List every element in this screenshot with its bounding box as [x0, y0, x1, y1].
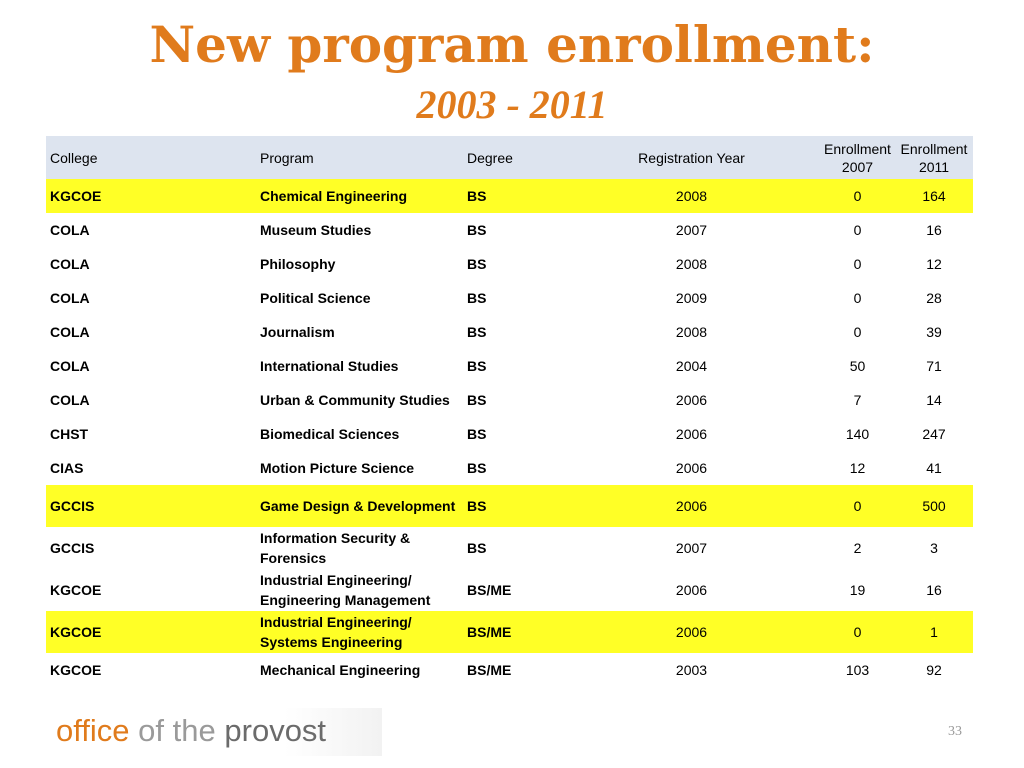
header-program: Program: [256, 136, 463, 179]
table-row: [46, 527, 973, 569]
logo-word-of: of: [138, 713, 165, 748]
cell-enrollment-2011: 92: [926, 662, 942, 678]
cell-degree: BS: [467, 392, 487, 408]
cell-program: Biomedical Sciences: [260, 426, 400, 442]
cell-enrollment-2007: 103: [845, 662, 870, 678]
cell-degree: BS: [467, 324, 487, 340]
enrollment-table: [46, 136, 973, 687]
slide-subtitle: 2003 - 2011: [416, 82, 608, 127]
cell-college: COLA: [50, 290, 90, 306]
cell-enrollment-2007: 0: [853, 324, 862, 340]
cell-college: KGCOE: [46, 611, 256, 653]
cell-college: CHST: [50, 426, 89, 442]
cell-registration-year: 2003: [675, 662, 708, 678]
cell-degree: BS/ME: [467, 662, 512, 678]
cell-degree: BS: [467, 256, 487, 272]
table-row: [46, 417, 973, 451]
cell-enrollment-2011: 16: [926, 582, 942, 598]
cell-registration-year: 2006: [675, 582, 708, 598]
cell-enrollment-2011: 3: [930, 540, 938, 556]
cell-college: KGCOE: [50, 662, 102, 678]
cell-enrollment-2011: 16: [926, 222, 942, 238]
cell-enrollment-2007: 50: [849, 358, 866, 374]
table-row: [46, 213, 973, 247]
logo-word-provost: provost: [224, 713, 327, 748]
table-row: [46, 247, 973, 281]
cell-registration-year: 2009: [675, 290, 708, 306]
cell-program: Museum Studies: [260, 222, 372, 238]
table-row: [46, 485, 973, 527]
cell-program: Industrial Engineering/ Engineering Management: [260, 572, 431, 608]
cell-program: Motion Picture Science: [260, 460, 415, 476]
cell-college: KGCOE: [50, 582, 102, 598]
cell-college: GCCIS: [50, 540, 95, 556]
cell-enrollment-2007: 0: [820, 611, 895, 653]
slide-title: New program enrollment:: [149, 15, 875, 74]
cell-degree: BS: [463, 485, 563, 527]
header-enrollment-2011: Enrollment 2011: [895, 136, 973, 179]
cell-registration-year: 2007: [675, 540, 708, 556]
cell-enrollment-2007: 19: [849, 582, 866, 598]
cell-enrollment-2011: 500: [895, 485, 973, 527]
cell-college: KGCOE: [46, 179, 256, 213]
cell-registration-year: 2006: [563, 611, 820, 653]
cell-college: COLA: [50, 358, 90, 374]
cell-enrollment-2007: 0: [853, 256, 862, 272]
page-number: 33: [948, 724, 962, 739]
cell-registration-year: 2006: [675, 426, 708, 442]
cell-enrollment-2011: 14: [926, 392, 942, 408]
cell-degree: BS: [467, 460, 487, 476]
cell-program: Industrial Engineering/ Systems Engineering: [256, 611, 463, 653]
table-row: [46, 349, 973, 383]
cell-college: COLA: [50, 392, 90, 408]
table-row: [46, 383, 973, 417]
cell-registration-year: 2007: [675, 222, 708, 238]
cell-enrollment-2007: 2: [853, 540, 862, 556]
cell-college: CIAS: [50, 460, 84, 476]
cell-enrollment-2007: 140: [845, 426, 870, 442]
cell-enrollment-2011: 28: [926, 290, 942, 306]
table-row: [46, 611, 973, 653]
cell-enrollment-2007: 0: [853, 290, 862, 306]
cell-enrollment-2011: 12: [926, 256, 942, 272]
table-row: [46, 569, 973, 611]
table-row: [46, 653, 973, 687]
cell-enrollment-2011: 1: [895, 611, 973, 653]
cell-program: Mechanical Engineering: [260, 662, 421, 678]
table-row: [46, 451, 973, 485]
cell-program: International Studies: [260, 358, 399, 374]
cell-degree: BS: [467, 290, 487, 306]
header-registration-year: Registration Year: [563, 136, 820, 179]
cell-registration-year: 2008: [675, 324, 708, 340]
cell-registration-year: 2008: [675, 256, 708, 272]
cell-degree: BS: [467, 222, 487, 238]
cell-program: Journalism: [260, 324, 335, 340]
cell-enrollment-2007: 0: [853, 222, 862, 238]
cell-enrollment-2011: 41: [926, 460, 942, 476]
table-header-row: [46, 136, 973, 179]
cell-program: Philosophy: [260, 256, 336, 272]
cell-program: Political Science: [260, 290, 371, 306]
cell-program: Information Security & Forensics: [260, 530, 411, 566]
logo-word-office: office: [56, 713, 130, 748]
cell-enrollment-2011: 71: [926, 358, 942, 374]
cell-program: Chemical Engineering: [256, 179, 463, 213]
cell-enrollment-2007: 7: [853, 392, 862, 408]
office-of-the-provost-logo: [56, 708, 382, 756]
cell-college: GCCIS: [46, 485, 256, 527]
cell-college: COLA: [50, 256, 90, 272]
header-college: College: [46, 136, 256, 179]
cell-degree: BS: [463, 179, 563, 213]
header-enrollment-2007: Enrollment 2007: [820, 136, 895, 179]
cell-enrollment-2011: 39: [926, 324, 942, 340]
cell-enrollment-2011: 164: [895, 179, 973, 213]
cell-enrollment-2011: 247: [922, 426, 946, 442]
cell-degree: BS: [467, 358, 487, 374]
cell-degree: BS/ME: [467, 582, 512, 598]
logo-word-the: the: [172, 713, 216, 748]
cell-degree: BS/ME: [463, 611, 563, 653]
cell-enrollment-2007: 0: [820, 485, 895, 527]
cell-registration-year: 2008: [563, 179, 820, 213]
cell-enrollment-2007: 0: [820, 179, 895, 213]
cell-program: Game Design & Development: [256, 485, 463, 527]
cell-enrollment-2007: 12: [849, 460, 866, 476]
cell-registration-year: 2004: [675, 358, 708, 374]
table-row: [46, 281, 973, 315]
cell-college: COLA: [50, 222, 90, 238]
cell-program: Urban & Community Studies: [260, 392, 450, 408]
cell-registration-year: 2006: [563, 485, 820, 527]
table-row: [46, 179, 973, 213]
cell-registration-year: 2006: [675, 460, 708, 476]
cell-college: COLA: [50, 324, 90, 340]
table-body: [46, 179, 973, 687]
cell-degree: BS: [467, 540, 487, 556]
cell-registration-year: 2006: [675, 392, 708, 408]
header-degree: Degree: [463, 136, 563, 179]
cell-degree: BS: [467, 426, 487, 442]
table-row: [46, 315, 973, 349]
